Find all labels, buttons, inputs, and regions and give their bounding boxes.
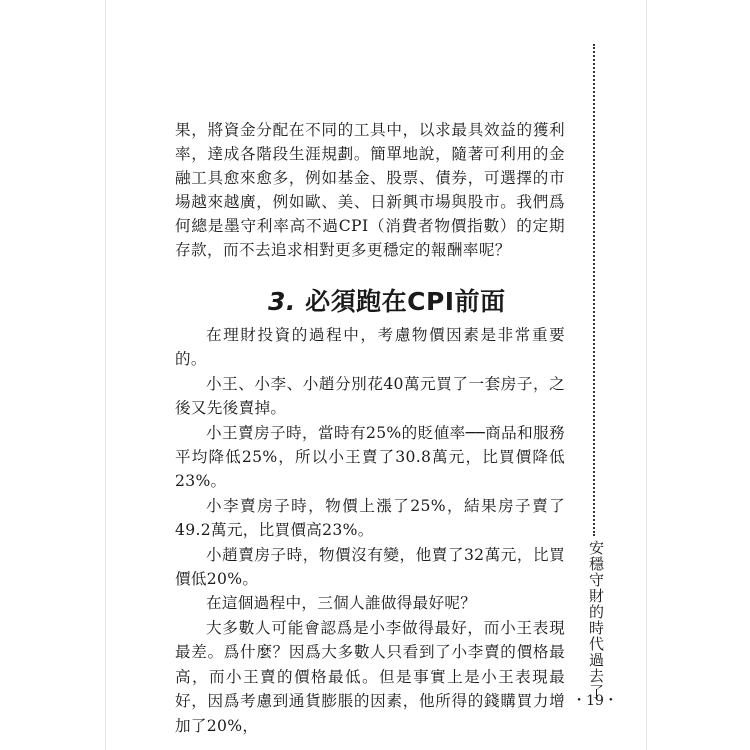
page-number: ・19・ xyxy=(572,693,618,709)
section-heading xyxy=(268,282,568,318)
body-paragraph: 小王賣房子時，當時有25%的貶値率──商品和服務平均降低25%，所以小王賣了30.8萬元，比買價降低23%。 xyxy=(175,423,565,491)
body-paragraph: 大多數人可能會認爲是小李做得最好，而小王表現最差。爲什麼？因爲大多數人只看到了小李賣的價格最高，而小王賣的價格最低。但是事實上是小王表現最好，因爲考慮到通貨膨脹的因素，他所得的錢購買力增加了20%， xyxy=(175,618,565,735)
running-title: 安穩守財的時代過去了 xyxy=(587,540,605,700)
section-title: 必須跑在CPI前面 xyxy=(295,287,506,316)
body-paragraph: 在理財投資的過程中，考慮物價因素是非常重要的。 xyxy=(175,326,565,369)
body-paragraph: 小李賣房子時，物價上漲了25%，結果房子賣了49.2萬元，比買價高23%。 xyxy=(175,496,565,540)
intro-paragraph: 果，將資金分配在不同的工具中，以求最具效益的獲利率，達成各階段生涯規劃。簡單地說，隨著可利用的金融工具愈來愈多，例如基金、股票、債券，可選擇的市場越來越廣，例如歐、美、日新興市場與股市。我們爲何總是墨守利率高不過CPI（消費者物價指數）的定期存款，而不去追求相對更多更穩定的報酬率呢？ xyxy=(175,121,565,259)
intro-text xyxy=(175,118,565,262)
body-paragraph: 小王、小李、小趙分別花40萬元買了一套房子，之後又先後賣掉。 xyxy=(175,374,565,418)
section-number: 3. xyxy=(268,287,296,316)
body-paragraph: 在這個過程中，三個人誰做得最好呢？ xyxy=(206,594,477,613)
section-body xyxy=(175,323,565,738)
dotted-divider xyxy=(593,44,595,536)
body-paragraph: 小趙賣房子時，物價沒有變，他賣了32萬元，比買價低20%。 xyxy=(175,545,565,589)
